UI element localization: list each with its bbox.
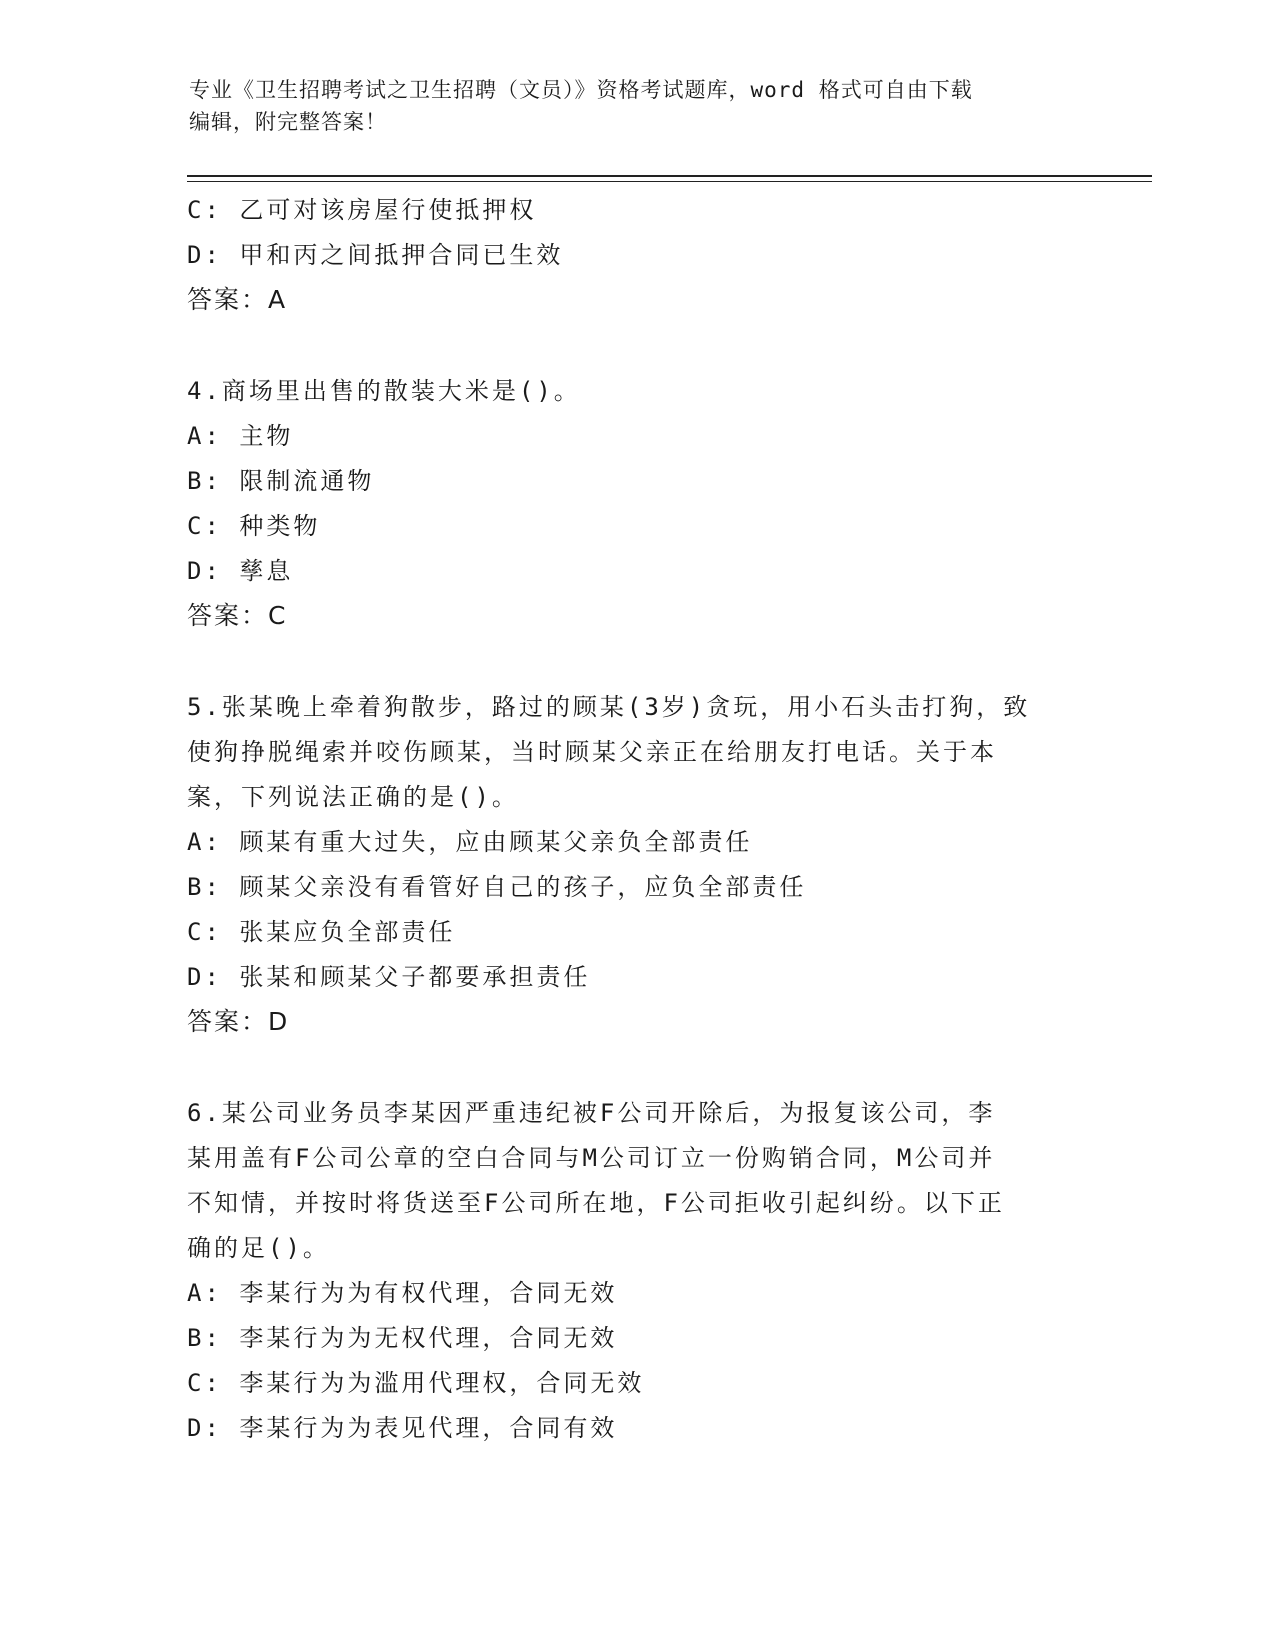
q5-option-d: D: 张某和顾某父子都要承担责任 xyxy=(187,963,591,991)
q5-option-a: A: 顾某有重大过失，应由顾某父亲负全部责任 xyxy=(187,828,753,856)
q6-option-a: A: 李某行为为有权代理，合同无效 xyxy=(187,1279,618,1307)
q3-option-c: C: 乙可对该房屋行使抵押权 xyxy=(187,196,537,224)
q6-stem-line-1: 6.某公司业务员李某因严重违纪被F公司开除后，为报复该公司，李 xyxy=(187,1099,996,1127)
q4-stem-line-1: 4.商场里出售的散装大米是()。 xyxy=(187,377,581,405)
document-header xyxy=(189,74,1089,138)
header-line-1: 专业《卫生招聘考试之卫生招聘（文员）》资格考试题库，word 格式可自由下载 xyxy=(189,78,973,102)
q5-stem-line-2: 使狗挣脱绳索并咬伤顾某，当时顾某父亲正在给朋友打电话。关于本 xyxy=(187,738,997,766)
q3-option-d: D: 甲和丙之间抵押合同已生效 xyxy=(187,241,564,269)
q5-stem-line-3: 案，下列说法正确的是()。 xyxy=(187,783,519,811)
q6-stem-line-4: 确的足()。 xyxy=(187,1234,330,1262)
q6-option-d: D: 李某行为为表见代理，合同有效 xyxy=(187,1414,618,1442)
q3-answer: 答案：A xyxy=(187,285,288,314)
q4-option-c: C: 种类物 xyxy=(187,512,321,540)
q5-stem-line-1: 5.张某晚上牵着狗散步，路过的顾某(3岁)贪玩，用小石头击打狗，致 xyxy=(187,693,1031,721)
q6-option-b: B: 李某行为为无权代理，合同无效 xyxy=(187,1324,618,1352)
q5-option-b: B: 顾某父亲没有看管好自己的孩子，应负全部责任 xyxy=(187,873,807,901)
q4-option-b: B: 限制流通物 xyxy=(187,467,375,495)
q4-option-d: D: 孳息 xyxy=(187,557,294,585)
q6-stem-line-3: 不知情，并按时将货送至F公司所在地，F公司拒收引起纠纷。以下正 xyxy=(187,1189,1005,1217)
q4-option-a: A: 主物 xyxy=(187,422,294,450)
header-line-2: 编辑，附完整答案！ xyxy=(189,110,387,134)
q5-answer: 答案：D xyxy=(187,1007,290,1036)
header-divider-thick xyxy=(187,175,1152,177)
header-divider-thin xyxy=(187,181,1152,182)
q6-stem-line-2: 某用盖有F公司公章的空白合同与M公司订立一份购销合同，M公司并 xyxy=(187,1144,996,1172)
q4-answer: 答案：C xyxy=(187,601,288,630)
q5-option-c: C: 张某应负全部责任 xyxy=(187,918,456,946)
q6-option-c: C: 李某行为为滥用代理权，合同无效 xyxy=(187,1369,645,1397)
